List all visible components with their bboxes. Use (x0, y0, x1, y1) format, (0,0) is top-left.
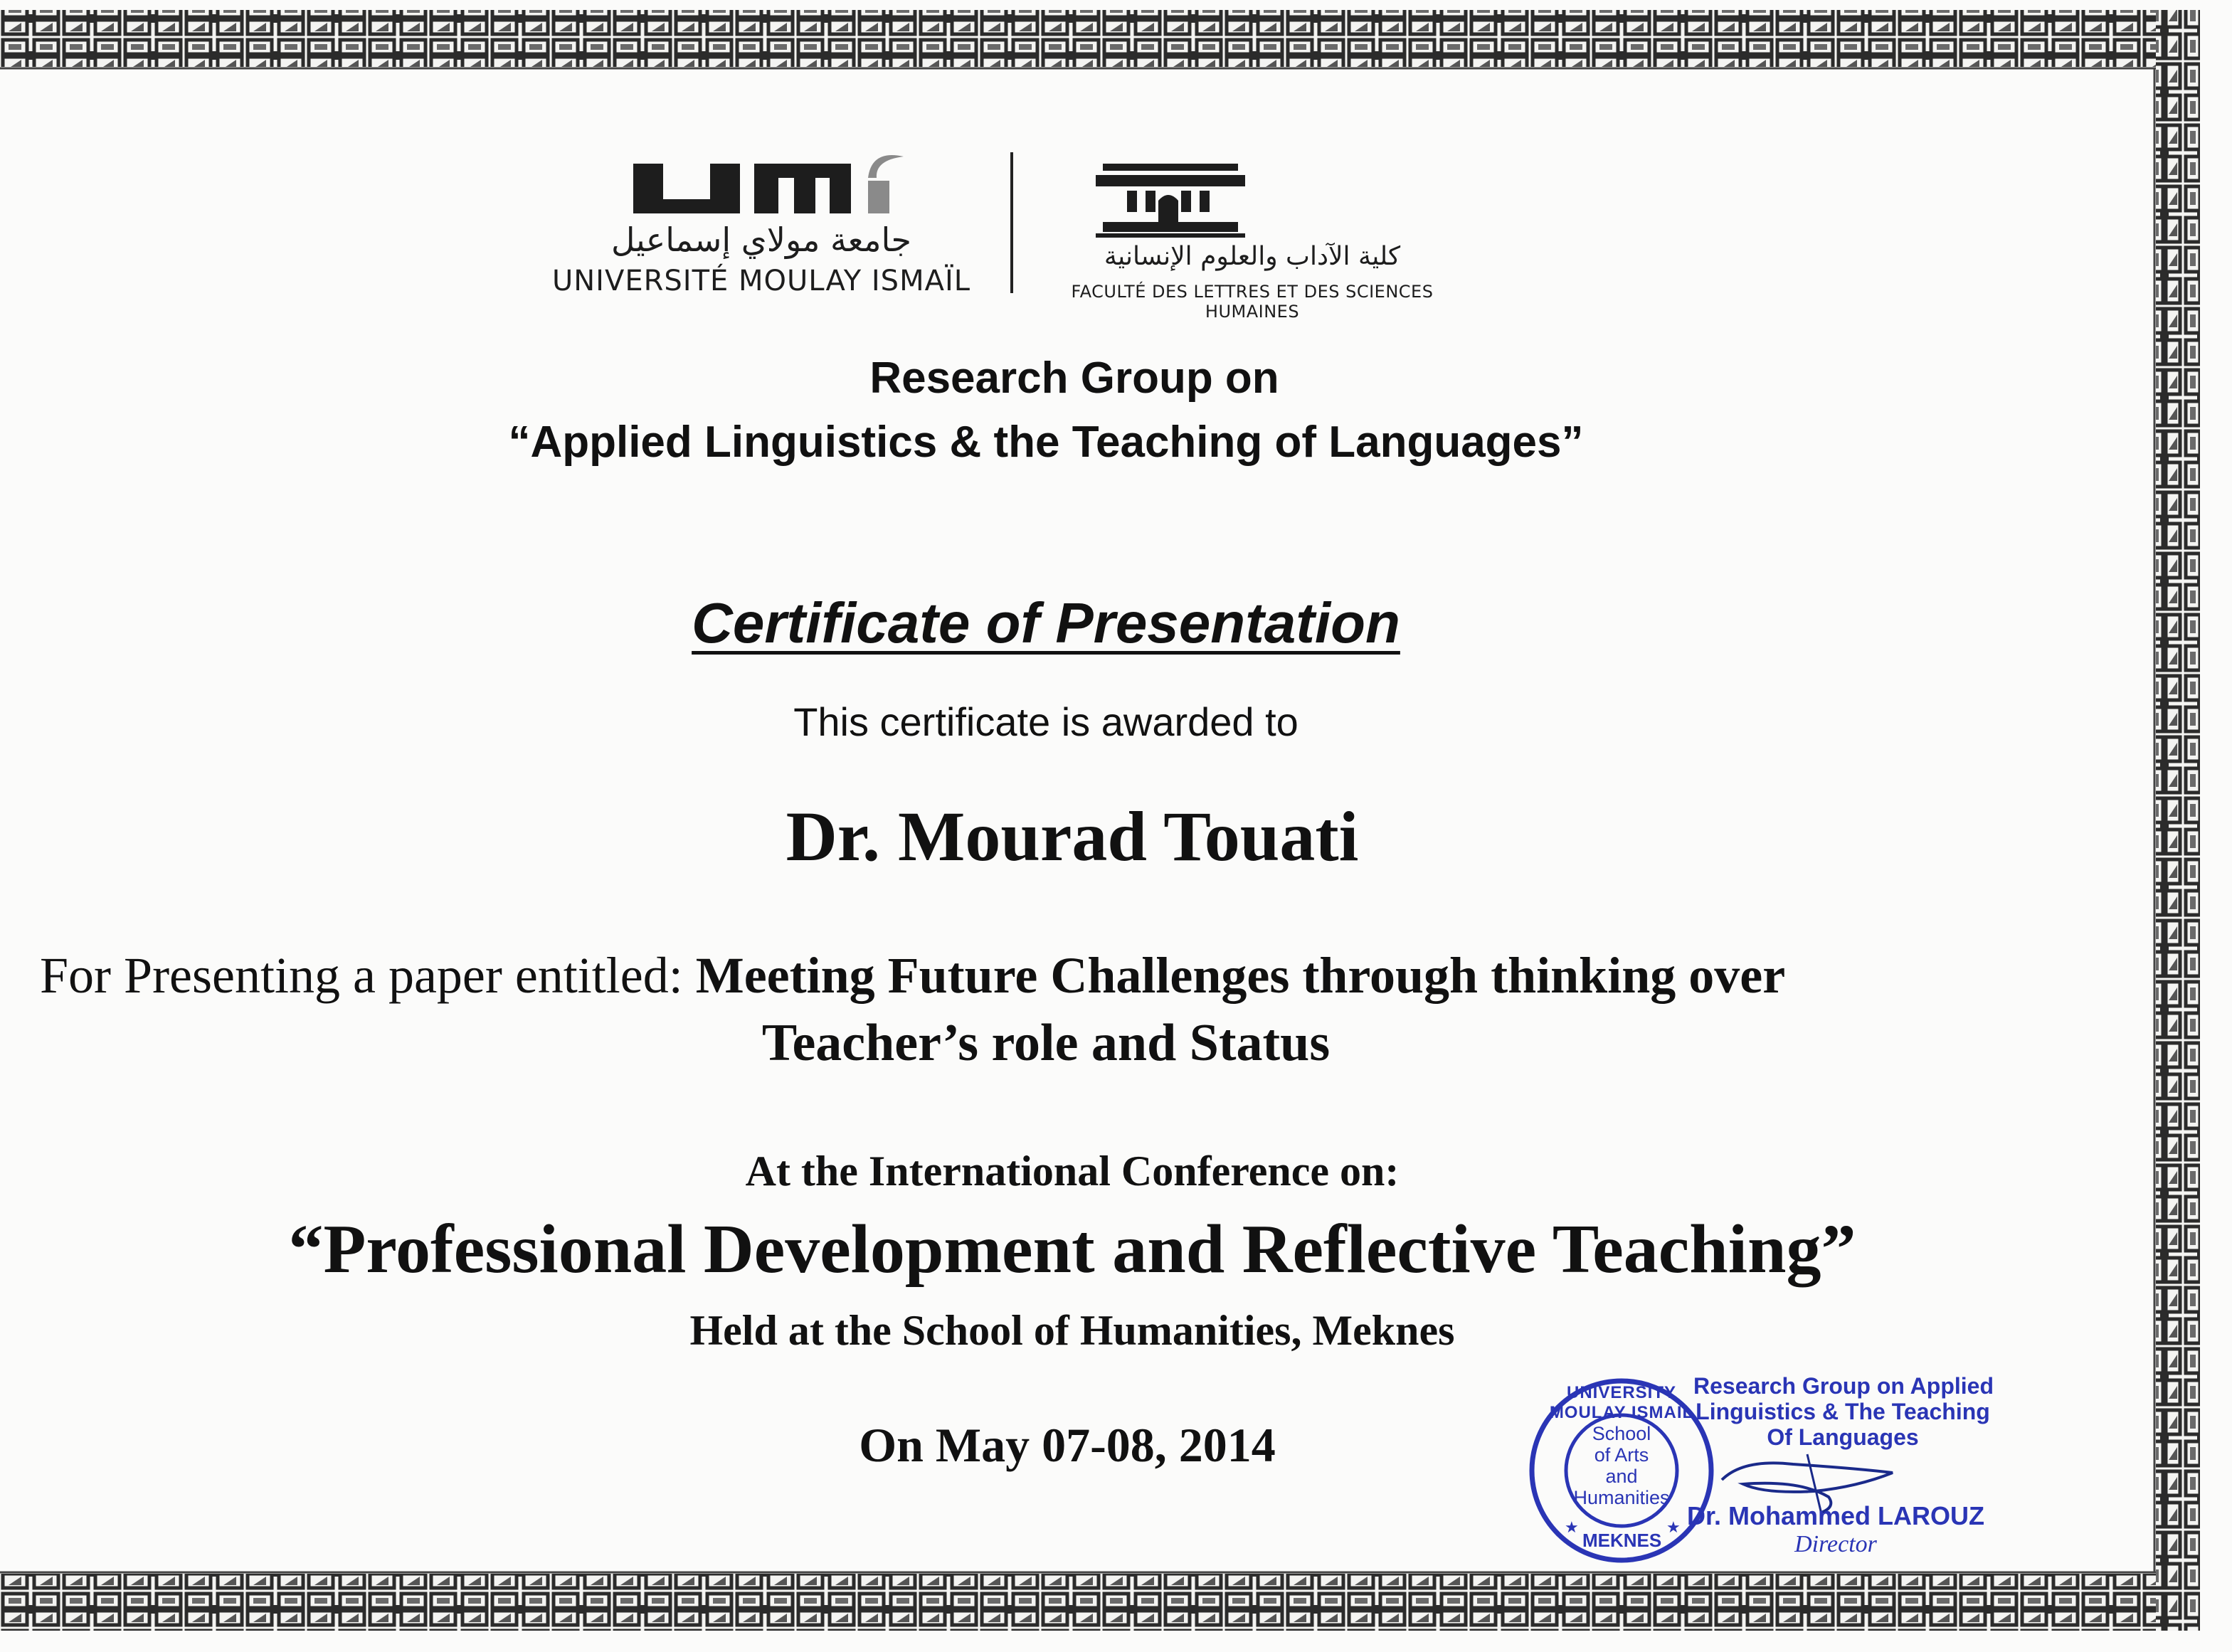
faculty-logo (1046, 149, 1459, 322)
svg-text:★: ★ (1666, 1519, 1681, 1537)
paper-line-1 (40, 946, 2132, 1005)
conference-venue: Held at the School of Humanities, Meknes (689, 1307, 1455, 1354)
stamp-line-2: of Arts (1594, 1444, 1649, 1466)
certificate-title-wrap (0, 591, 2092, 656)
awarded-text: This certificate is awarded to (793, 699, 1299, 744)
header-line-2: “Applied Linguistics & the Teaching of Languages” (508, 418, 1584, 467)
signatory-name: Dr. Mohammed LAROUZ (1686, 1501, 1985, 1530)
paper-title-line-1: Meeting Future Challenges through thinking over (695, 947, 1786, 1004)
conference-date: On May 07-08, 2014 (859, 1418, 1276, 1472)
faculty-building-icon (1074, 158, 1245, 243)
signatory-role: Director (1794, 1531, 1877, 1557)
conference-name: “Professional Development and Reflective Teaching” (288, 1211, 1856, 1288)
faculty-french-name: FACULTÉ DES LETTRES ET DES SCIENCES HUMAINES (1071, 282, 1434, 322)
stamp-line-4: Humanities (1573, 1487, 1670, 1508)
header-line-1: Research Group on (869, 354, 1279, 403)
svg-text:★: ★ (1565, 1519, 1579, 1537)
signatory-group-line-1: Research Group on Applied (1693, 1373, 1994, 1399)
conference-intro: At the International Conference on: (745, 1148, 1400, 1195)
stamp-line-1: School (1592, 1423, 1651, 1444)
stamp-ring-top-text: UNIVERSITY MOULAY ISMAIL (1549, 1383, 1694, 1422)
recipient-name: Dr. Mourad Touati (786, 797, 1359, 876)
paper-title-line-2: Teacher’s role and Status (761, 1014, 1331, 1072)
university-logo (548, 142, 975, 306)
signatory-group-line-3: Of Languages (1767, 1424, 1919, 1450)
university-arabic-name: جامعة مولاي إسماعيل (611, 221, 911, 259)
faculty-arabic-name: كلية الآداب والعلوم الإنسانية (1104, 242, 1401, 271)
logo-divider (1010, 152, 1013, 293)
umi-logo-icon (626, 149, 1025, 228)
stamp-line-3: and (1605, 1466, 1638, 1487)
certificate-title: Certificate of Presentation (692, 591, 1400, 655)
stamp-ring-bottom-text: MEKNES (1582, 1530, 1662, 1551)
signatory-block (1672, 1373, 1999, 1565)
stamp-center-text (1571, 1423, 1672, 1508)
university-french-name: UNIVERSITÉ MOULAY ISMAÏL (551, 265, 971, 297)
paper-prefix: For Presenting a paper entitled: (40, 947, 696, 1004)
signatory-group-line-2: Linguistics & The Teaching (1696, 1399, 1990, 1424)
